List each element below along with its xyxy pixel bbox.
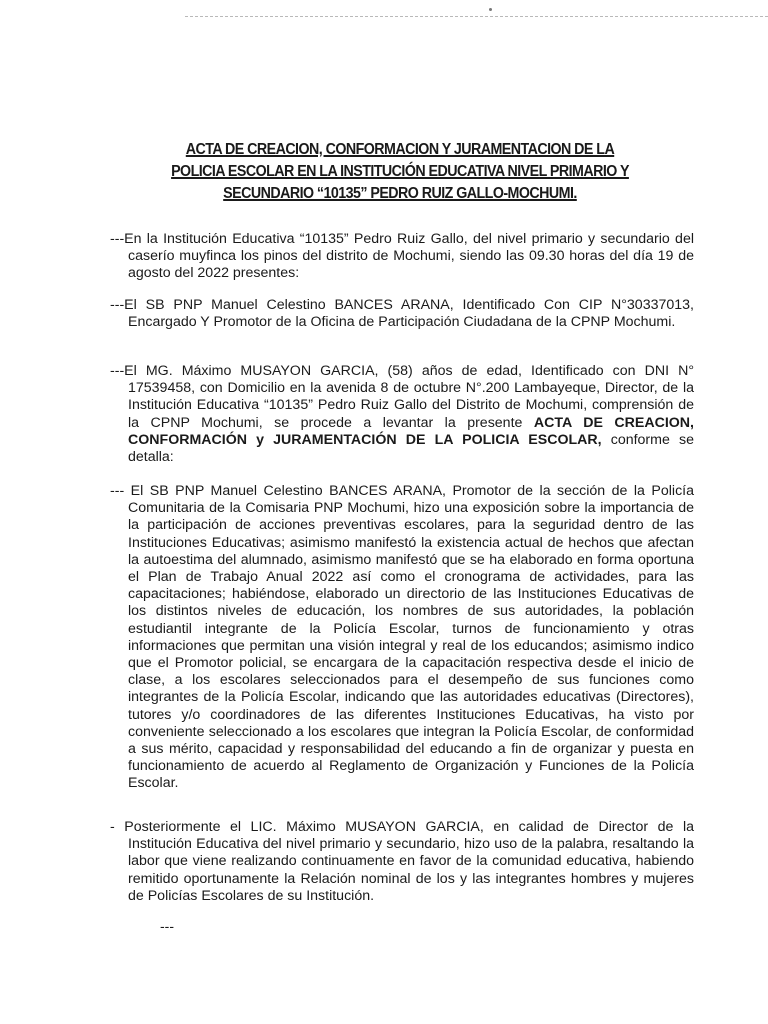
scan-edge-line bbox=[185, 16, 768, 17]
paragraph-opening: ---En la Institución Educativa “10135” Pedro Ruiz Gallo, del nivel primario y secundario del caserío muyfinca los pinos del distrito de Mochumi, siendo las 09.30 horas del día 19 de agosto del 2022 presentes: bbox=[110, 231, 694, 282]
document-title: ACTA DE CREACION, CONFORMACION Y JURAMENTACION DE LA POLICIA ESCOLAR EN LA INSTITUCIÓN EDUCATIVA NIVEL PRIMARIO Y SECUNDARIO “10135” PEDRO RUIZ GALLO-MOCHUMI. bbox=[171, 141, 629, 202]
paragraph-exposicion: --- El SB PNP Manuel Celestino BANCES ARANA, Promotor de la sección de la Policía Comunitaria de la Comisaria PNP Mochumi, hizo una exposición sobre la importancia de la participación de acciones preventivas escolares, para la seguridad dentro de las Instituciones Educativas; asimismo manifestó la existencia actual de hechos que afectan la autoestima del alumnado, asimismo manifestó que se ha elaborado en forma oportuna el Plan de Trabajo Anual 2022 así como el cronograma de actividades, para las capacitaciones; habiéndose, elaborado un directorio de las Instituciones Educativas de los distintos niveles de educación, los nombres de sus autoridades, la población estudiantil integrante de la Policía Escolar, turnos de funcionamiento y otras informaciones que permitan una visión integral y real de los educandos; asimismo indico que el Promotor policial, se encargara de la capacitación respectiva desde el inicio de clase, a los escolares seleccionados para el desempeño de sus funciones como integrantes de la Policía Escolar, indicando que las autoridades educativas (Directores), tutores y/o coordinadores de las diferentes Instituciones Educativas, ha visto por conveniente seleccionado a los escolares que integran la Policía Escolar, de conformidad a sus mérito, capacidad y responsabilidad del educando a fin de organizar y puesta en funcionamiento de acuerdo al Reglamento de Organización y Funciones de la Policía Escolar. bbox=[110, 483, 694, 792]
scan-speck bbox=[489, 8, 492, 11]
paragraph-promotor: ---El SB PNP Manuel Celestino BANCES ARANA, Identificado Con CIP N°30337013, Encargado Y Promotor de la Oficina de Participación Ciudadana de la CPNP Mochumi. bbox=[110, 297, 694, 331]
paragraph-director bbox=[110, 363, 694, 466]
paragraph-director-tail: conforme se detalla: bbox=[128, 431, 694, 466]
trailing-dashes: --- bbox=[160, 918, 174, 934]
paragraph-posteriormente: - Posteriormente el LIC. Máximo MUSAYON GARCIA, en calidad de Director de la Institución Educativa del nivel primario y secundario, hizo uso de la palabra, resaltando la labor que viene realizando continuamente en favor de la comunidad educativa, habiendo remitido oportunamente la Relación nominal de los y las integrantes hombres y mujeres de Policías Escolares de su Institución. bbox=[110, 819, 694, 904]
paragraph-director-text: ---El MG. Máximo MUSAYON GARCIA, (58) años de edad, Identificado con DNI N° 17539458, con Domicilio en la avenida 8 de octubre N°.200 Lambayeque, Director, de la Institución Educativa “10135” Pedro Ruiz Gallo del Distrito de Mochumi, comprensión de la CPNP Mochumi, se procede a levantar la presente bbox=[110, 363, 694, 431]
acta-bold-phrase: ACTA DE CREACION, CONFORMACIÓN y JURAMENTACIÓN DE LA POLICIA ESCOLAR, bbox=[128, 414, 694, 448]
